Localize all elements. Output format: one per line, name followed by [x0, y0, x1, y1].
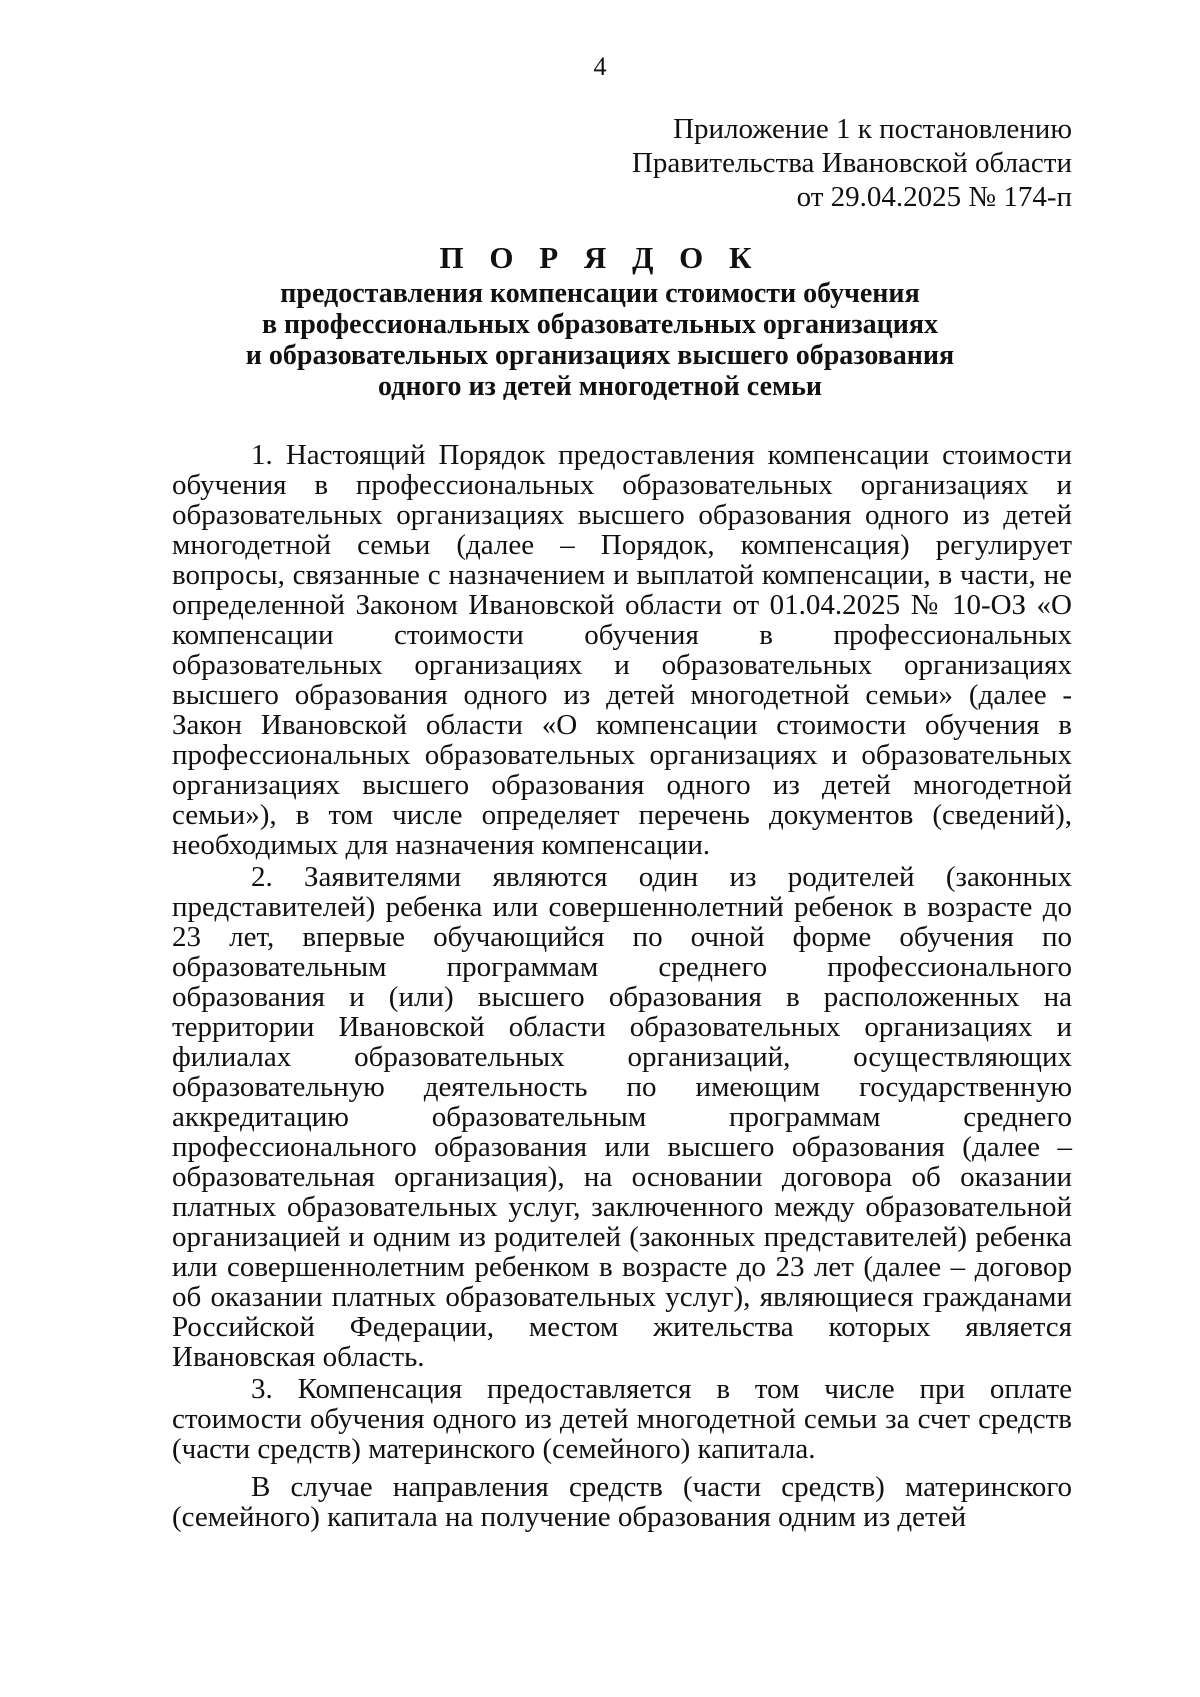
- document-subtitle-line: и образовательных организациях высшего образования: [245, 340, 955, 371]
- document-title: П О Р Я Д О К: [439, 240, 761, 275]
- document-subtitle-line: одного из детей многодетной семьи: [377, 371, 823, 402]
- document-subtitle-line: предоставления компенсации стоимости обучения: [280, 278, 920, 309]
- page-number: 4: [593, 52, 607, 81]
- document-subtitle-line: в профессиональных образовательных организациях: [261, 309, 939, 340]
- paragraph-4: В случае направления средств (части средств) материнского (семейного) капитала на получение образования одним из детей: [172, 1471, 1072, 1533]
- appendix-date-line: от 29.04.2025 № 174-п: [796, 181, 1072, 213]
- appendix-line: Правительства Ивановской области: [631, 147, 1072, 179]
- paragraph-1: 1. Настоящий Порядок предоставления компенсации стоимости обучения в профессиональных образовательных организациях и образовательных организациях высшего образования одного из детей многодетной семьи (далее – Порядок, компенсация) регулирует вопросы, связанные с назначением и выплатой компенсации, в части, не определенной Законом Ивановской области от 01.04.2025 № 10-ОЗ «О компенсации стоимости обучения в профессиональных образовательных организациях и образовательных организациях высшего образования одного из детей многодетной семьи» (далее - Закон Ивановской области «О компенсации стоимости обучения в профессиональных образовательных организациях и образовательных организациях высшего образования одного из детей многодетной семьи»), в том числе определяет перечень документов (сведений), необходимых для назначения компенсации.: [172, 439, 1072, 861]
- paragraph-2: 2. Заявителями являются один из родителей (законных представителей) ребенка или совершеннолетний ребенок в возрасте до 23 лет, впервые обучающийся по очной форме обучения по образовательным программам среднего профессионального образования и (или) высшего образования в расположенных на территории Ивановской области образовательных организациях и филиалах образовательных организаций, осуществляющих образовательную деятельность по имеющим государственную аккредитацию образовательным программам среднего профессионального образования или высшего образования (далее – образовательная организация), на основании договора об оказании платных образовательных услуг, заключенного между образовательной организацией и одним из родителей (законных представителей) ребенка или совершеннолетним ребенком в возрасте до 23 лет (далее – договор об оказании платных образовательных услуг), являющиеся гражданами Российской Федерации, местом жительства которых является Ивановская область.: [172, 861, 1072, 1373]
- document-heading: [0, 238, 1200, 402]
- appendix-line: Приложение 1 к постановлению: [673, 113, 1072, 145]
- document-body: [172, 440, 1072, 1534]
- appendix-note: [632, 112, 1072, 214]
- paragraph-3: 3. Компенсация предоставляется в том числе при оплате стоимости обучения одного из детей многодетной семьи за счет средств (части средств) материнского (семейного) капитала.: [172, 1373, 1072, 1465]
